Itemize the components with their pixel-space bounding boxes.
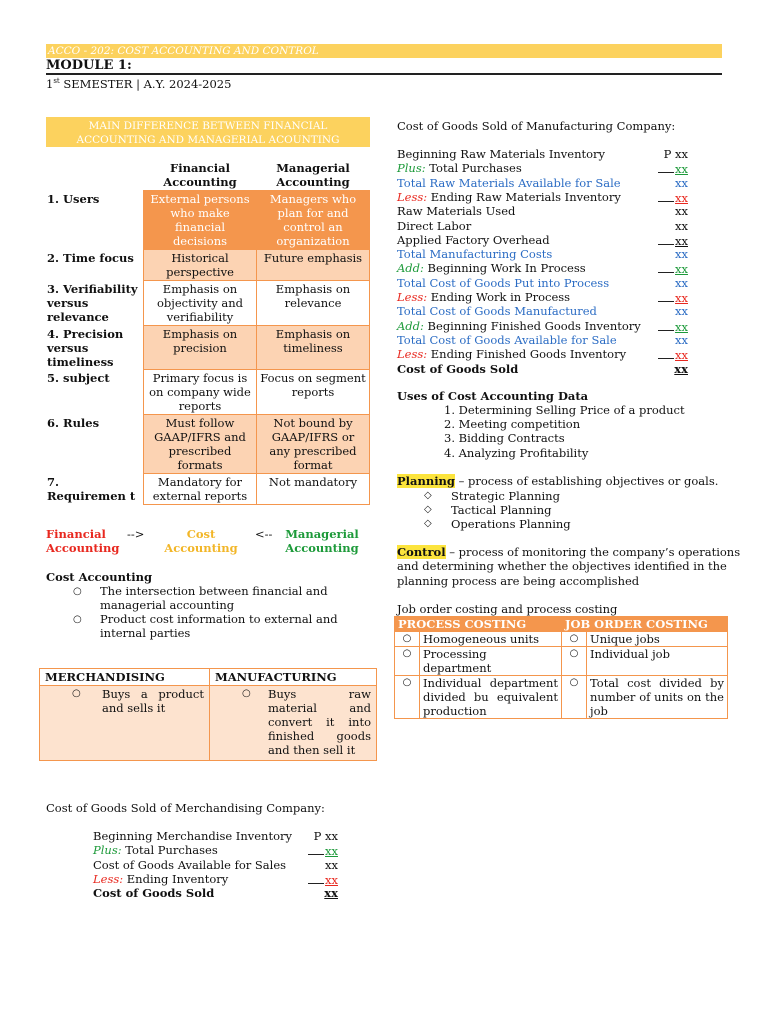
statement-value: xx — [324, 886, 338, 901]
statement-value: xx — [674, 361, 688, 376]
table-row — [44, 326, 370, 370]
statement-line — [93, 843, 218, 857]
statement-label: Applied Factory Overhead — [397, 232, 550, 247]
list-item: Product cost information to external and internal parties — [100, 612, 338, 640]
row-label: 7. Requiremen t — [47, 474, 136, 503]
statement-value: xx — [675, 162, 688, 177]
planning-definition — [397, 474, 718, 488]
costing-table — [394, 616, 728, 719]
semester-number: 1 — [46, 77, 54, 91]
financial-cell: Historical perspective — [144, 250, 257, 281]
semester-text: SEMESTER | A.Y. 2024-2025 — [59, 77, 232, 91]
statement-amount — [308, 843, 338, 858]
statement-amount — [675, 276, 688, 290]
process-cell: Homogeneous units — [420, 632, 562, 647]
statement-amount — [324, 886, 338, 900]
financial-cell: Must follow GAAP/IFRS and prescribed formats — [144, 415, 257, 474]
list-item: 4. Analyzing Profitability — [444, 446, 589, 460]
list-item: Operations Planning — [451, 517, 571, 531]
costing-intro: Job order costing and process costing — [397, 602, 618, 616]
semester-suffix: st — [53, 77, 60, 86]
table-row — [44, 191, 370, 250]
statement-value: xx — [325, 857, 338, 872]
list-item: Tactical Planning — [451, 503, 552, 517]
statement-line — [397, 161, 522, 175]
managerial-cell: Emphasis on relevance — [257, 281, 370, 326]
statement-label: Total Manufacturing Costs — [397, 247, 553, 262]
comparison-title-line2: ACCOUNTING AND MANAGERIAL ACOUNTING — [76, 134, 340, 146]
statement-line — [397, 219, 471, 233]
merchandising-cell — [40, 686, 210, 761]
row-label: 1. Users — [47, 191, 100, 206]
statement-line — [397, 190, 621, 204]
statement-label: Ending Raw Materials Inventory — [427, 189, 621, 204]
statement-amount — [664, 147, 688, 161]
manufacturing-item: Buys raw material and convert it into finished goods and then sell it — [268, 687, 371, 757]
uses-heading: Uses of Cost Accounting Data — [397, 389, 589, 403]
row-label: 4. Precision versus timeliness — [47, 326, 124, 369]
flow-arrow-left: <-- — [255, 527, 273, 541]
statement-prefix: Plus: — [397, 161, 426, 176]
statement-line — [397, 176, 621, 190]
control-text-line1: – process of monitoring the company’s operations — [445, 545, 741, 559]
col-header-financial: Financial Accounting — [163, 161, 237, 189]
cogs-manuf-title: Cost of Goods Sold of Manufacturing Company: — [397, 119, 676, 133]
statement-value: xx — [675, 262, 688, 277]
planning-term: Planning — [397, 474, 455, 488]
table-row — [395, 632, 728, 647]
comparison-title — [46, 117, 370, 147]
cost-accounting-heading: Cost Accounting — [46, 570, 153, 584]
statement-value: xx — [675, 291, 688, 305]
job-order-costing-header: JOB ORDER COSTING — [562, 617, 728, 632]
managerial-cell: Emphasis on timeliness — [257, 326, 370, 370]
circle-bullet-icon: ○ — [242, 688, 251, 699]
table-row — [395, 647, 728, 676]
circle-bullet-icon: ○ — [395, 676, 420, 719]
statement-line — [397, 233, 550, 247]
statement-value: xx — [675, 218, 688, 233]
statement-value: xx — [675, 275, 688, 290]
managerial-cell: Not bound by GAAP/IFRS or any prescribed format — [257, 415, 370, 474]
list-item: Strategic Planning — [451, 489, 560, 503]
job-cell: Individual job — [587, 647, 728, 676]
planning-text: – process of establishing objectives or goals. — [454, 474, 719, 488]
statement-value: xx — [325, 844, 338, 859]
row-label: 2. Time focus — [47, 250, 134, 265]
statement-line — [397, 290, 570, 304]
statement-amount — [675, 247, 688, 261]
flow-managerial: Managerial Accounting — [285, 527, 359, 555]
statement-amount — [674, 362, 688, 376]
table-row — [395, 676, 728, 719]
statement-amount — [658, 347, 688, 362]
col-header-managerial: Managerial Accounting — [276, 161, 350, 189]
control-definition — [397, 545, 740, 559]
statement-label: Beginning Finished Goods Inventory — [423, 318, 641, 333]
statement-value: xx — [675, 348, 688, 363]
managerial-cell: Focus on segment reports — [257, 370, 370, 415]
statement-label: Raw Materials Used — [397, 204, 516, 219]
manufacturing-cell — [210, 686, 377, 761]
statement-line — [397, 204, 515, 218]
statement-line — [397, 147, 605, 161]
statement-value: xx — [675, 332, 688, 347]
financial-cell: Emphasis on objectivity and verifiability — [144, 281, 257, 326]
circle-bullet-icon: ○ — [562, 632, 587, 647]
flow-financial: Financial Accounting — [46, 527, 120, 555]
table-corner — [44, 160, 144, 191]
statement-amount — [658, 233, 688, 248]
statement-amount — [658, 290, 688, 305]
statement-value: P xx — [313, 829, 338, 843]
statement-amount — [675, 304, 688, 318]
statement-value: xx — [675, 204, 688, 219]
managerial-cell: Future emphasis — [257, 250, 370, 281]
circle-bullet-icon: ○ — [73, 614, 82, 625]
comparison-title-line1: MAIN DIFFERENCE BETWEEN FINANCIAL — [88, 120, 328, 132]
table-row — [44, 474, 370, 505]
statement-line — [93, 886, 214, 900]
statement-prefix: Less: — [93, 871, 124, 886]
statement-value: xx — [675, 175, 688, 190]
statement-value: P xx — [663, 147, 688, 161]
manufacturing-header: MANUFACTURING — [210, 669, 377, 686]
statement-amount — [314, 829, 338, 843]
circle-bullet-icon: ○ — [395, 632, 420, 647]
statement-amount — [675, 333, 688, 347]
comparison-table — [44, 160, 370, 505]
statement-line — [93, 858, 286, 872]
statement-label: Total Cost of Goods Available for Sale — [397, 332, 617, 347]
statement-prefix: Less: — [397, 189, 428, 204]
list-item: The intersection between financial and managerial accounting — [100, 584, 328, 612]
statement-amount — [658, 190, 688, 205]
statement-amount — [308, 872, 338, 887]
list-item: 1. Determining Selling Price of a product — [444, 403, 685, 417]
statement-amount — [675, 204, 688, 218]
statement-line — [93, 829, 292, 843]
statement-label: Beginning Raw Materials Inventory — [397, 147, 606, 161]
statement-label: Beginning Merchandise Inventory — [93, 829, 292, 843]
financial-cell: Mandatory for external reports — [144, 474, 257, 505]
statement-label: Direct Labor — [397, 218, 472, 233]
statement-line — [397, 319, 641, 333]
statement-label: Total Cost of Goods Manufactured — [397, 304, 597, 319]
process-cell: Individual department divided bu equivalent production — [420, 676, 562, 719]
statement-line — [397, 261, 586, 275]
circle-bullet-icon: ○ — [72, 688, 81, 699]
statement-label: Total Cost of Goods Put into Process — [397, 275, 610, 290]
statement-label: Ending Finished Goods Inventory — [427, 347, 627, 362]
table-row — [44, 415, 370, 474]
control-term: Control — [397, 545, 446, 559]
statement-label: Cost of Goods Sold — [93, 886, 215, 901]
flow-arrow-right: --> — [127, 527, 145, 541]
financial-cell: External persons who make financial decisions — [144, 191, 257, 250]
statement-label: Cost of Goods Sold — [397, 361, 519, 376]
statement-prefix: Add: — [397, 318, 424, 333]
circle-bullet-icon: ○ — [562, 647, 587, 676]
flow-cost: Cost Accounting — [164, 527, 238, 555]
course-title: ACCO - 202: COST ACCOUNTING AND CONTROL — [48, 45, 319, 57]
row-label: 3. Verifiability versus relevance — [47, 281, 138, 324]
statement-label: Cost of Goods Available for Sales — [93, 857, 287, 872]
statement-label: Total Purchases — [425, 161, 522, 176]
control-text-line2: and determining whether the objectives identified in the — [397, 559, 727, 573]
cogs-merch-title: Cost of Goods Sold of Merchandising Company: — [46, 801, 325, 815]
diamond-bullet-icon: ◇ — [424, 518, 432, 529]
merchandising-item: Buys a product and sells it — [102, 687, 204, 715]
statement-line — [397, 276, 609, 290]
financial-cell: Emphasis on precision — [144, 326, 257, 370]
statement-value: xx — [675, 304, 688, 319]
statement-amount — [675, 176, 688, 190]
statement-amount — [675, 219, 688, 233]
list-item: 2. Meeting competition — [444, 417, 581, 431]
statement-label: Beginning Work In Process — [423, 261, 586, 276]
row-label: 5. subject — [47, 370, 110, 385]
control-text-line3: planning process are being accomplished — [397, 574, 640, 588]
financial-cell: Primary focus is on company wide reports — [144, 370, 257, 415]
statement-amount — [658, 319, 688, 334]
module-heading: MODULE 1: — [46, 58, 132, 73]
header-divider — [46, 73, 722, 75]
statement-line — [397, 304, 597, 318]
statement-value: xx — [675, 190, 688, 205]
statement-line — [397, 333, 617, 347]
statement-line — [93, 872, 228, 886]
circle-bullet-icon: ○ — [73, 586, 82, 597]
row-label: 6. Rules — [47, 415, 100, 430]
semester-line — [46, 77, 231, 91]
statement-label: Ending Work in Process — [427, 290, 571, 304]
statement-value: xx — [675, 233, 688, 248]
table-row — [44, 281, 370, 326]
job-cell: Unique jobs — [587, 632, 728, 647]
circle-bullet-icon: ○ — [395, 647, 420, 676]
diamond-bullet-icon: ◇ — [424, 504, 432, 515]
statement-value: xx — [675, 319, 688, 334]
table-row — [44, 250, 370, 281]
process-costing-header: PROCESS COSTING — [395, 617, 562, 632]
statement-label: Ending Inventory — [123, 871, 229, 886]
statement-prefix: Less: — [397, 347, 428, 362]
statement-value: xx — [325, 872, 338, 887]
statement-prefix: Plus: — [93, 843, 122, 858]
statement-prefix: Less: — [397, 290, 428, 304]
managerial-cell: Not mandatory — [257, 474, 370, 505]
statement-label: Total Raw Materials Available for Sale — [397, 175, 621, 190]
statement-amount — [325, 858, 338, 872]
statement-amount — [658, 261, 688, 276]
process-cell: Processing department — [420, 647, 562, 676]
job-cell: Total cost divided by number of units on the job — [587, 676, 728, 719]
circle-bullet-icon: ○ — [562, 676, 587, 719]
statement-prefix: Add: — [397, 261, 424, 276]
statement-amount — [658, 161, 688, 176]
statement-line — [397, 247, 552, 261]
merchandising-header: MERCHANDISING — [40, 669, 210, 686]
managerial-cell: Managers who plan for and control an organization — [257, 191, 370, 250]
statement-line — [397, 362, 518, 376]
statement-label: Total Purchases — [121, 843, 218, 858]
list-item: 3. Bidding Contracts — [444, 431, 565, 445]
diamond-bullet-icon: ◇ — [424, 490, 432, 501]
statement-line — [397, 347, 626, 361]
merch-manuf-table — [39, 668, 377, 761]
table-row — [44, 370, 370, 415]
statement-value: xx — [675, 247, 688, 262]
